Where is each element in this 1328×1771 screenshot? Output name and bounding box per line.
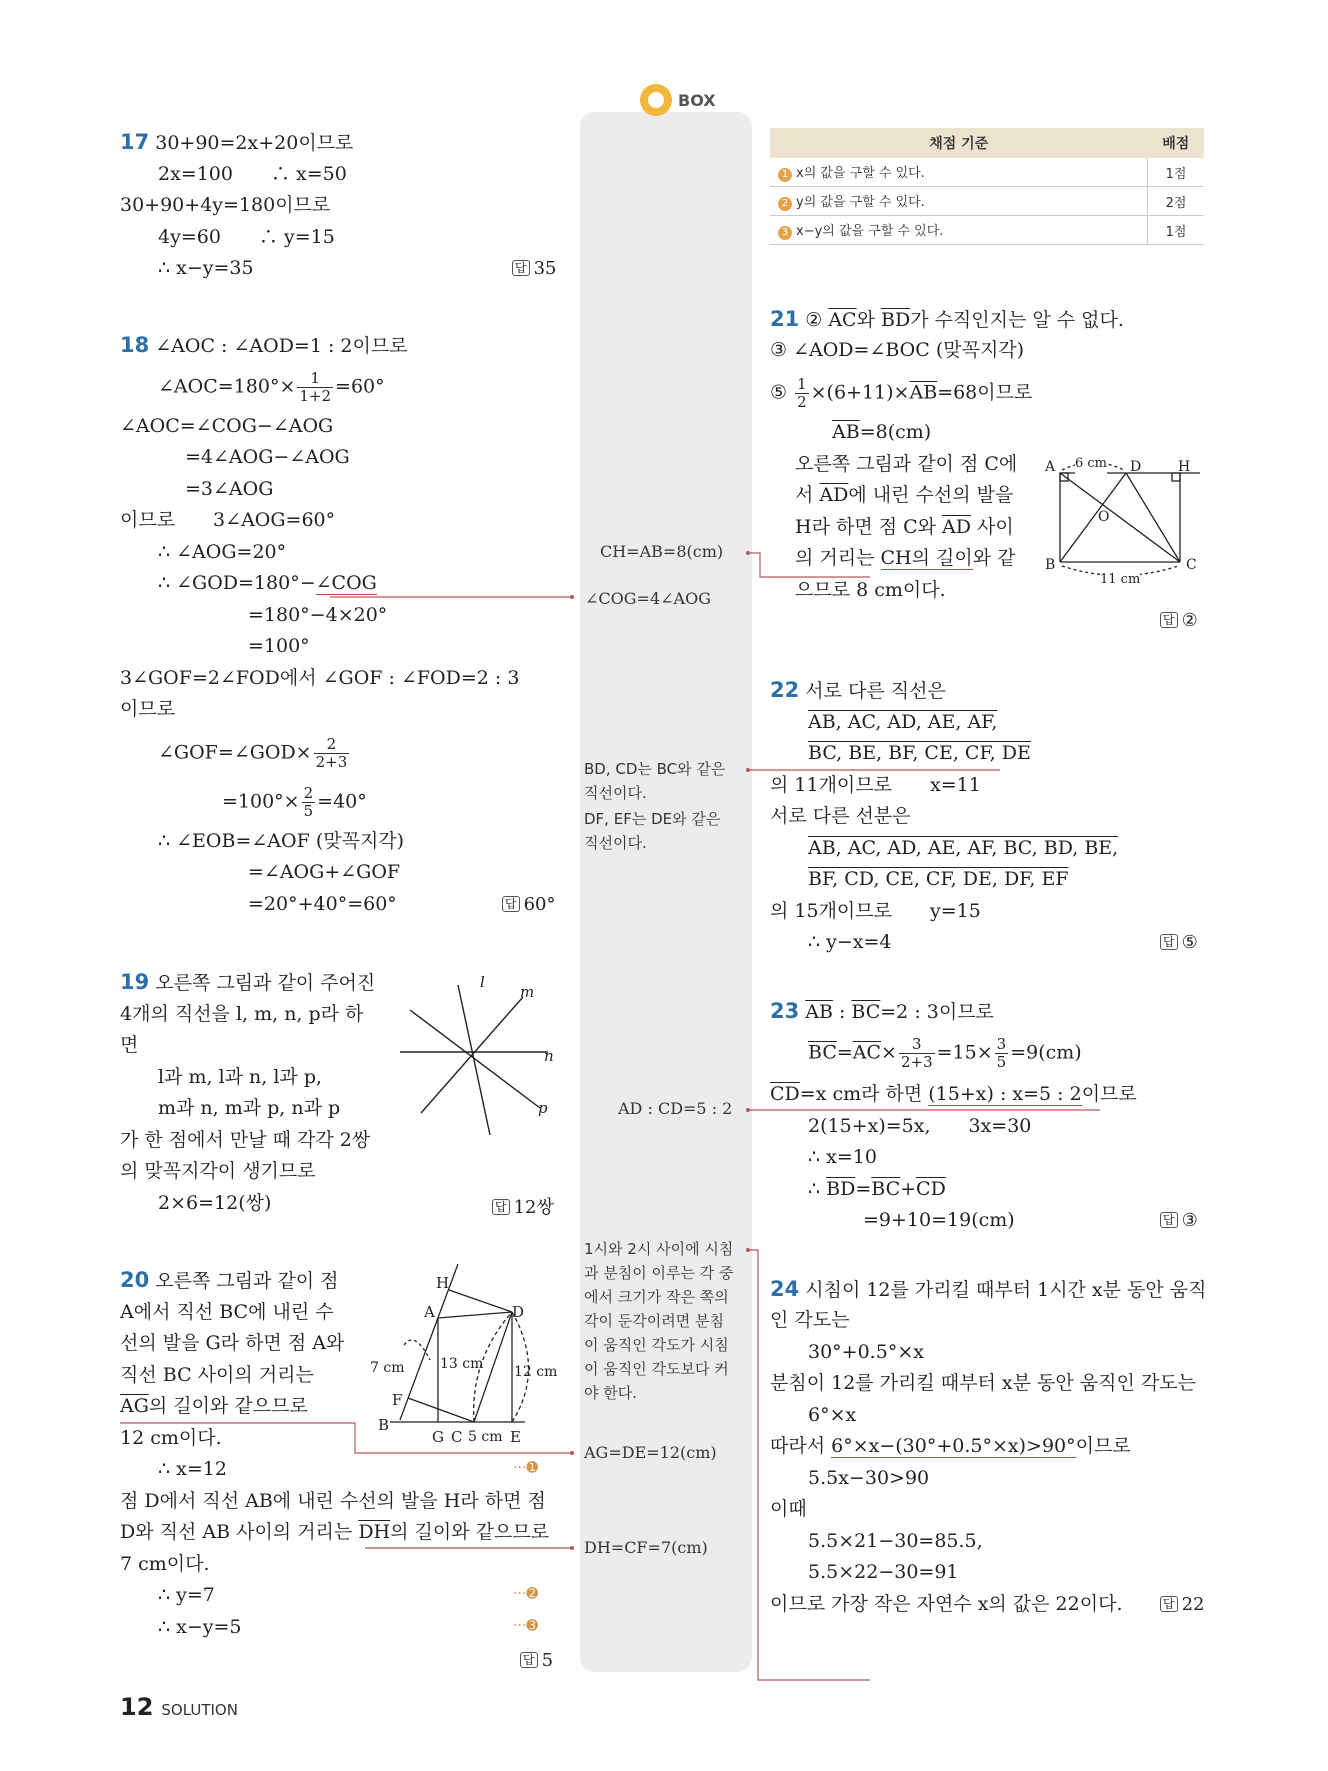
p20-line7: ∴ x=12 <box>158 1458 227 1480</box>
text: 따라서 <box>770 1435 832 1457</box>
fig20-label-F: F <box>392 1391 403 1409</box>
p17-answer: 답 35 <box>512 258 557 279</box>
text: 가 수직인지는 알 수 없다. <box>910 309 1124 331</box>
fraction <box>899 1036 935 1071</box>
problem-number: 20 <box>120 1268 150 1292</box>
problem-number: 22 <box>770 678 800 702</box>
text: =2 : 3이므로 <box>880 1001 994 1023</box>
answer-value: 35 <box>533 258 557 279</box>
p19-line4: l과 m, l과 n, l과 p, <box>158 1066 323 1088</box>
fig20-label-H: H <box>436 1274 450 1292</box>
criteria-header: 채점 기준 <box>770 128 1148 158</box>
side-note-lines-2: 직선이다. <box>584 784 647 802</box>
footer-label: SOLUTION <box>161 1701 238 1719</box>
p24-line1 <box>770 1277 1207 1302</box>
p22-line6: AB, AC, AD, AE, AF, BC, BD, BE, <box>808 837 1119 859</box>
fig19-label-l: l <box>480 973 485 991</box>
side-note-cog: ∠COG=4∠AOG <box>585 589 711 608</box>
p20-line8: 점 D에서 직선 AB에 내린 수선의 발을 H라 하면 점 <box>120 1490 546 1512</box>
p18-answer: 답 60° <box>502 894 556 915</box>
p19-line6: 가 한 점에서 만날 때 각각 2쌍 <box>120 1129 371 1151</box>
p20-line5 <box>120 1394 308 1418</box>
numerator: 3 <box>899 1036 935 1054</box>
text: ∠AOC=180°× <box>158 375 296 398</box>
segment: $\overline{BD}$ <box>826 1178 856 1200</box>
p21-line7 <box>795 515 1014 539</box>
numerator: 2 <box>303 784 314 802</box>
text: ×(6+11)× <box>810 381 910 404</box>
segment: $\overline{AD}$ <box>819 484 849 506</box>
side-note-ch: CH=AB=8(cm) <box>600 542 724 561</box>
fig20-dim-13: 13 cm <box>440 1356 484 1372</box>
fig21-label-H: H <box>1178 459 1191 475</box>
segment: $\overline{AC}$ <box>852 1041 882 1064</box>
p18-line8 <box>158 571 377 595</box>
text: =40° <box>317 790 367 813</box>
p18-line17: =20°+40°=60° <box>248 893 397 915</box>
p21-line9: 으므로 8 cm이다. <box>795 579 946 601</box>
underlined-term: 6°×x−(30°+0.5°×x)>90° <box>831 1435 1076 1457</box>
side-note-clock-1: 1시와 2시 사이에 시침 <box>584 1240 734 1258</box>
side-note-ratio: AD : CD=5 : 2 <box>618 1099 733 1118</box>
step-marker-2-icon: ···➋ <box>513 1586 539 1602</box>
fraction <box>302 785 316 820</box>
p20-line1 <box>120 1268 339 1293</box>
fig20-label-G: G <box>432 1428 444 1446</box>
side-note-clock-4: 각이 둔각이려면 분침 <box>584 1312 724 1330</box>
side-note-clock-7: 야 한다. <box>584 1384 638 1402</box>
p19-line5: m과 n, m과 p, n과 p <box>158 1097 341 1119</box>
p24-line7: 5.5x−30>90 <box>808 1467 930 1489</box>
fig21-label-D: D <box>1130 459 1142 475</box>
p18-line1 <box>120 333 408 358</box>
problem-number: 24 <box>770 1277 800 1301</box>
p22-line9: ∴ y−x=4 <box>808 931 892 953</box>
segment: $\overline{AB}$ <box>832 421 860 443</box>
denominator: 2 <box>797 393 807 411</box>
side-note-clock-5: 이 움직인 각도가 시침 <box>584 1336 729 1354</box>
text: 서 <box>795 484 820 506</box>
fig20-label-E: E <box>510 1428 521 1446</box>
problem-number: 19 <box>120 970 150 994</box>
fraction <box>297 370 333 405</box>
text: + <box>900 1178 917 1200</box>
text: 오른쪽 그림과 같이 주어진 <box>155 972 376 994</box>
text: 오른쪽 그림과 같이 점 <box>155 1270 339 1292</box>
p18-line14 <box>222 785 367 820</box>
p20-answer: 답 5 <box>520 1650 553 1671</box>
points-header: 배점 <box>1148 128 1205 158</box>
problem-number: 17 <box>120 130 150 154</box>
fig21-label-A: A <box>1045 459 1056 475</box>
p22-line8: 의 15개이므로 y=15 <box>770 900 981 922</box>
text: = <box>855 1178 872 1200</box>
fig21-label-O: O <box>1098 509 1110 525</box>
fig20-dim-7: 7 cm <box>370 1360 405 1376</box>
p19-line2: 4개의 직선을 l, m, n, p라 하 <box>120 1003 364 1025</box>
text: 와 같 <box>972 547 1016 569</box>
step-marker-icon: 1 <box>778 168 792 182</box>
criteria-text: x의 값을 구할 수 있다. <box>796 166 925 181</box>
segment: $\overline{BC}$ <box>871 1178 901 1200</box>
segment: $\overline{BC}$ <box>851 1001 881 1023</box>
points: 1점 <box>1148 216 1205 245</box>
p17-line1 <box>120 130 353 155</box>
p23-line1 <box>770 999 994 1024</box>
p18-line12: 이므로 <box>120 698 176 720</box>
p18-line6: 이므로 3∠AOG=60° <box>120 509 336 531</box>
answer-value: 12쌍 <box>513 1197 554 1218</box>
text: 사이 <box>971 516 1014 538</box>
p20-line3: 선의 발을 G라 하면 점 A와 <box>120 1332 345 1354</box>
side-note-lines-1: BD, CD는 BC와 같은 <box>584 760 726 778</box>
text: =15× <box>936 1041 993 1064</box>
qbox-label: BOX <box>678 90 716 110</box>
segment: $\overline{AG}$ <box>120 1395 149 1417</box>
segment: $\overline{AB}$ <box>805 1001 833 1023</box>
p20-line12: ∴ x−y=5 <box>158 1616 242 1638</box>
numerator: 1 <box>797 375 807 393</box>
denominator: 5 <box>303 802 314 820</box>
p21-line8 <box>795 546 1015 570</box>
text: × <box>881 1041 897 1064</box>
p19-line8: 2×6=12(쌍) <box>158 1192 272 1214</box>
p17-line2: 2x=100 ∴ x=50 <box>158 163 347 185</box>
p19-line3: 면 <box>120 1034 139 1056</box>
underlined-term: ∠COG <box>315 572 377 594</box>
text: ∠AOC : ∠AOD=1 : 2이므로 <box>155 335 408 357</box>
p20-line11: ∴ y=7 <box>158 1584 215 1606</box>
segment: $\overline{AC}$ <box>828 309 857 331</box>
segment: $\overline{CD}$ <box>916 1178 946 1200</box>
fig20-label-D: D <box>512 1303 525 1321</box>
p18-line16: =∠AOG+∠GOF <box>248 861 401 883</box>
text: H라 하면 점 C와 <box>795 516 943 538</box>
text: 시침이 12를 가리킬 때부터 1시간 x분 동안 움직 <box>805 1279 1207 1301</box>
side-note-dh: DH=CF=7(cm) <box>584 1538 708 1557</box>
answer-value: 22 <box>1181 1594 1205 1615</box>
problem-number: 18 <box>120 333 150 357</box>
p21-line3 <box>770 376 1032 411</box>
p18-line7: ∴ ∠AOG=20° <box>158 541 287 563</box>
p24-line4: 분침이 12를 가리킬 때부터 x분 동안 움직인 각도는 <box>770 1372 1196 1394</box>
p21-line5: 오른쪽 그림과 같이 점 C에 <box>795 453 1018 475</box>
answer-value: ③ <box>1181 1210 1198 1231</box>
denominator: 2+3 <box>900 1053 933 1071</box>
p24-line9: 5.5×21−30=85.5, <box>808 1530 983 1552</box>
p17-line5: ∴ x−y=35 <box>158 257 254 279</box>
text: 이므로 <box>1075 1435 1131 1457</box>
text: 의 길이 <box>390 1521 452 1543</box>
p22-line5: 서로 다른 선분은 <box>770 805 911 827</box>
answer-value: ② <box>1181 610 1198 631</box>
p24-line2: 인 각도는 <box>770 1309 850 1331</box>
text: ∴ ∠GOD=180°− <box>158 572 316 594</box>
p22-line2: AB, AC, AD, AE, AF, <box>808 711 998 733</box>
points: 2점 <box>1148 187 1205 216</box>
fig20-label-C: C <box>451 1428 463 1446</box>
criteria-text: y의 값을 구할 수 있다. <box>796 195 925 210</box>
p19-answer: 답 12쌍 <box>492 1193 554 1219</box>
answer-value: ⑤ <box>1181 932 1198 953</box>
fig21-dim-6: 6 cm <box>1075 452 1107 476</box>
p23-line7: =9+10=19(cm) <box>863 1209 1015 1231</box>
p20-line10: 7 cm이다. <box>120 1553 210 1575</box>
fig20-dim-12: 12 cm <box>514 1364 558 1380</box>
underlined-term: (15+x) : x=5 : 2 <box>928 1083 1082 1105</box>
fig20-label-B: B <box>378 1416 390 1434</box>
problem-number: 21 <box>770 307 800 331</box>
side-note-ag: AG=DE=12(cm) <box>584 1443 717 1462</box>
p24-answer: 답 22 <box>1160 1594 1205 1615</box>
p18-line4: =4∠AOG−∠AOG <box>185 446 350 468</box>
segment: $\overline{DH}$ <box>358 1521 391 1543</box>
text: 와 <box>856 309 881 331</box>
p18-line11: 3∠GOF=2∠FOD에서 ∠GOF : ∠FOD=2 : 3 <box>120 667 520 689</box>
fraction <box>995 1036 1009 1071</box>
text: : <box>832 1001 852 1023</box>
text: =68이므로 <box>937 381 1033 404</box>
p23-line4: 2(15+x)=5x, 3x=30 <box>808 1115 1032 1137</box>
fraction <box>314 736 350 771</box>
p21-line4 <box>832 420 931 444</box>
text: =8(cm) <box>859 421 932 443</box>
segment: $\overline{AB}$ <box>909 381 938 404</box>
p20-line9 <box>120 1520 549 1544</box>
text: 와 같으므로 <box>210 1395 308 1417</box>
p18-line15: ∴ ∠EOB=∠AOF (맞꼭지각) <box>158 830 405 852</box>
step-marker-icon: 2 <box>778 197 792 211</box>
p21-answer: 답 ② <box>1160 610 1198 631</box>
points: 1점 <box>1148 158 1205 187</box>
p20-line2: A에서 직선 BC에 내린 수 <box>120 1301 334 1323</box>
text: 30+90=2x+20이므로 <box>155 132 354 154</box>
text: ② <box>805 309 829 331</box>
p19-line1 <box>120 970 375 995</box>
p18-line10: =100° <box>248 635 310 657</box>
p23-line5: ∴ x=10 <box>808 1146 877 1168</box>
text: 이므로 <box>1081 1083 1137 1105</box>
fig20-dim-5: 5 cm <box>468 1429 503 1445</box>
text: 에 내린 수선의 발을 <box>848 484 1014 506</box>
text: 서로 다른 직선은 <box>805 680 946 702</box>
step-marker-1-icon: ···➊ <box>513 1460 539 1476</box>
text: =60° <box>335 375 385 398</box>
p22-line3: BC, BE, BF, CE, CF, DE <box>808 742 1031 764</box>
answer-value: 60° <box>523 894 556 915</box>
numerator: 3 <box>996 1035 1007 1053</box>
p18-line3: ∠AOC=∠COG−∠AOG <box>120 415 334 437</box>
side-note-lines-3: DF, EF는 DE와 같은 <box>584 810 721 828</box>
p18-line5: =3∠AOG <box>185 478 274 500</box>
problem-number: 23 <box>770 999 800 1023</box>
p24-line10: 5.5×22−30=91 <box>808 1561 959 1583</box>
p23-answer: 답 ③ <box>1160 1210 1198 1231</box>
text: = <box>836 1041 853 1064</box>
p18-line13 <box>158 736 351 771</box>
fig21-dim-11: 11 cm <box>1100 568 1140 592</box>
segment: $\overline{BD}$ <box>880 309 911 331</box>
segment: $\overline{AD}$ <box>942 516 972 538</box>
segment: $\overline{CD}$ <box>770 1083 800 1105</box>
p23-line2 <box>808 1036 1082 1071</box>
p23-line6 <box>808 1177 946 1201</box>
answer-value: 5 <box>541 1650 554 1671</box>
fig19-label-m: m <box>520 983 535 1001</box>
p22-line7: BF, CD, CE, CF, DE, DF, EF <box>808 868 1069 890</box>
p24-line5: 6°×x <box>808 1404 857 1426</box>
text: ∴ <box>808 1178 827 1200</box>
page-number: 12 <box>120 1693 154 1721</box>
page-footer <box>120 1693 238 1721</box>
denominator: 2+3 <box>315 753 348 771</box>
p21-line2: ③ ∠AOD=∠BOC (맞꼭지각) <box>770 339 1025 361</box>
side-note-lines-4: 직선이다. <box>584 834 647 852</box>
p18-line2 <box>158 370 385 405</box>
text: D와 직선 AB 사이의 거리는 <box>120 1521 359 1543</box>
text: =x cm라 하면 <box>799 1083 929 1105</box>
underlined-term: CH의 길이 <box>880 547 973 569</box>
p24-line6 <box>770 1434 1131 1458</box>
p22-line4: 의 11개이므로 x=11 <box>770 774 981 796</box>
p17-line4: 4y=60 ∴ y=15 <box>158 226 335 248</box>
text: 와 같으므로 <box>451 1521 550 1543</box>
fraction <box>795 376 809 411</box>
side-note-clock-3: 에서 크기가 작은 쪽의 <box>584 1288 729 1306</box>
p17-line3: 30+90+4y=180이므로 <box>120 194 331 216</box>
step-marker-3-icon: ···➌ <box>513 1618 539 1634</box>
p24-line8: 이때 <box>770 1498 807 1520</box>
text: 의 거리는 <box>795 547 881 569</box>
p22-line1 <box>770 678 946 703</box>
step-marker-icon: 3 <box>778 226 792 240</box>
numerator: 1 <box>297 370 333 388</box>
p23-line3 <box>770 1082 1137 1106</box>
fig21-label-C: C <box>1186 557 1197 573</box>
text: 의 길이 <box>148 1395 211 1417</box>
p21-line1 <box>770 307 1124 332</box>
p19-line7: 의 맞꼭지각이 생기므로 <box>120 1160 316 1182</box>
text: ⑤ <box>770 381 794 404</box>
denominator: 5 <box>996 1053 1007 1071</box>
p18-line9: =180°−4×20° <box>248 604 388 626</box>
numerator: 2 <box>314 736 350 754</box>
p20-line4: 직선 BC 사이의 거리는 <box>120 1364 314 1386</box>
criteria-text: x−y의 값을 구할 수 있다. <box>796 224 944 239</box>
p21-line6 <box>795 483 1013 507</box>
p24-line11: 이므로 가장 작은 자연수 x의 값은 22이다. <box>770 1593 1123 1615</box>
text: ∠GOF=∠GOD× <box>158 741 312 764</box>
fig19-label-n: n <box>544 1047 554 1065</box>
p20-line6: 12 cm이다. <box>120 1427 222 1449</box>
p22-answer: 답 ⑤ <box>1160 932 1198 953</box>
segment: $\overline{BC}$ <box>808 1041 837 1064</box>
fig20-label-A: A <box>424 1303 435 1321</box>
side-note-clock-2: 과 분침이 이루는 각 중 <box>584 1264 734 1282</box>
side-note-clock-6: 이 움직인 각도보다 커 <box>584 1360 729 1378</box>
p24-line3: 30°+0.5°×x <box>808 1341 924 1363</box>
denominator: 1+2 <box>299 387 332 405</box>
fig19-label-p: p <box>538 1099 548 1117</box>
text: =100°× <box>222 790 300 813</box>
fig21-label-B: B <box>1045 557 1056 573</box>
text: =9(cm) <box>1010 1041 1082 1064</box>
